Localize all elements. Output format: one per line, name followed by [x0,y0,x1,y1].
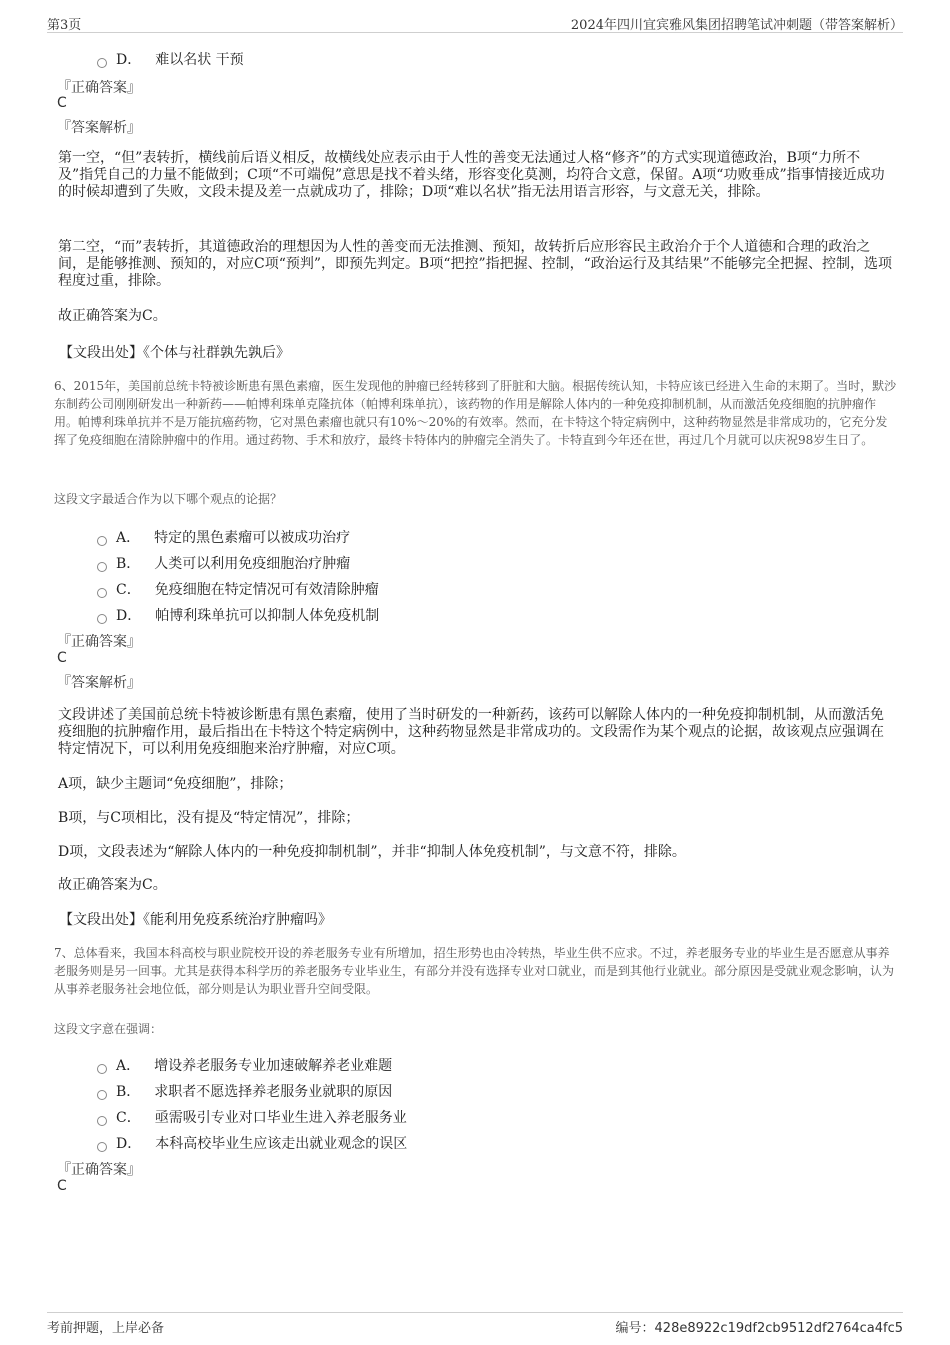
question-prompt: 这段文字意在强调： [54,1022,163,1036]
analysis-paragraph: 第二空，“而”表转折，其道德政治的理想因为人性的善变而无法推测、预知，故转折后应形容民主政治介于个人道德和合理的政治之间，是能够推测、预知的，对应C项“预判”，即预先判定。B项“把控”指把握、控制，“政治运行及其结果”不能够完全把握、控制，选项程度过重，排除。 [58,239,892,289]
question-prompt: 这段文字最适合作为以下哪个观点的论据？ [54,492,283,506]
page-header [47,12,903,33]
q6-option-a[interactable]: A． 特定的黑色素瘤可以被成功治疗 [97,527,350,547]
q6-option-d[interactable]: D． 帕博利珠单抗可以抑制人体免疫机制 [97,605,379,625]
answer-label: 『正确答案』 [57,1162,141,1178]
q5-option-d[interactable]: D． 难以名状 干预 [97,49,244,69]
answer-label: 『正确答案』 [57,634,141,650]
q6-option-c[interactable]: C． 免疫细胞在特定情况可有效清除肿瘤 [97,579,379,599]
answer-value: C [57,95,67,111]
radio-icon[interactable] [97,1064,107,1074]
analysis-conclusion: 故正确答案为C。 [58,308,167,324]
analysis-conclusion: 故正确答案为C。 [58,877,167,893]
question-stem: 7、总体看来，我国本科高校与职业院校开设的养老服务专业有所增加，招生形势也由冷转热，毕业生供不应求。不过，养老服务专业的毕业生是否愿意从事养老服务则是另一回事。尤其是获得本科学历的养老服务专业毕业生，有部分并没有选择专业对口就业，而是到其他行业就业。部分原因是受就业观念影响，认为从事养老服务社会地位低，部分则是认为职业晋升空间受限。 [54,946,895,996]
radio-icon[interactable] [97,1090,107,1100]
q7-option-c[interactable]: C． 亟需吸引专业对口毕业生进入养老服务业 [97,1107,407,1127]
answer-value: C [57,1178,67,1194]
document-code: 编号：428e8922c19df2cb9512df2764ca4fc5 [615,1321,903,1336]
analysis-paragraph: 第一空，“但”表转折，横线前后语义相反，故横线处应表示由于人性的善变无法通过人格“修齐”的方式实现道德政治，B项“力所不及”指凭自己的力量不能做到；C项“不可端倪”意思是找不着头绪，形容变化莫测，均符合文意，保留。A项“功败垂成”指事情接近成功的时候却遭到了失败，文段未提及差一点就成功了，排除；D项“难以名状”指无法用语言形容，与文意无关，排除。 [58,150,885,200]
radio-icon[interactable] [97,1116,107,1126]
q7-option-a[interactable]: A． 增设养老服务专业加速破解养老业难题 [97,1055,392,1075]
analysis-paragraph: B项，与C项相比，没有提及“特定情况”，排除； [58,810,360,826]
analysis-paragraph: 文段讲述了美国前总统卡特被诊断患有黑色素瘤，使用了当时研发的一种新药，该药可以解除人体内的一种免疫抑制机制，从而激活免疫细胞的抗肿瘤作用，最后指出在卡特这个特定病例中，这种药物显然是非常成功的。文段需作为某个观点的论据，故该观点应强调在特定情况下，可以利用免疫细胞来治疗肿瘤，对应C项。 [58,707,884,757]
radio-icon[interactable] [97,562,107,572]
page-footer [47,1312,903,1337]
analysis-label: 『答案解析』 [57,120,141,136]
q6-option-b[interactable]: B． 人类可以利用免疫细胞治疗肿瘤 [97,553,350,573]
answer-value: C [57,650,67,666]
radio-icon[interactable] [97,58,107,68]
analysis-label: 『答案解析』 [57,675,141,691]
answer-label: 『正确答案』 [57,80,141,96]
page-number: 第3页 [47,18,82,33]
question-stem: 6、2015年，美国前总统卡特被诊断患有黑色素瘤，医生发现他的肿瘤已经转移到了肝脏和大脑。根据传统认知，卡特应该已经进入生命的末期了。当时，默沙东制药公司刚刚研发出一种新药——帕博利珠单克隆抗体（帕博利珠单抗），该药物的作用是解除人体内的一种免疫抑制机制，从而激活免疫细胞的抗肿瘤作用。帕博利珠单抗并不是万能抗癌药物，它对黑色素瘤也就只有10%～20%的有效率。然而，在卡特这个特定病例中，这种药物显然是非常成功的，它充分发挥了免疫细胞在清除肿瘤中的作用。通过药物、手术和放疗，最终卡特体内的肿瘤完全消失了。卡特直到今年还在世，再过几个月就可以庆祝98岁生日了。 [54,379,897,447]
analysis-paragraph: A项，缺少主题词“免疫细胞”，排除； [58,776,293,792]
source-citation: 【文段出处】《个体与社群孰先孰后》 [59,345,290,361]
radio-icon[interactable] [97,1142,107,1152]
radio-icon[interactable] [97,536,107,546]
document-title: 2024年四川宜宾雅风集团招聘笔试冲刺题（带答案解析） [570,18,903,33]
footer-slogan: 考前押题，上岸必备 [47,1321,165,1336]
q7-option-b[interactable]: B． 求职者不愿选择养老服务业就职的原因 [97,1081,392,1101]
radio-icon[interactable] [97,588,107,598]
radio-icon[interactable] [97,614,107,624]
q7-option-d[interactable]: D． 本科高校毕业生应该走出就业观念的误区 [97,1133,407,1153]
source-citation: 【文段出处】《能利用免疫系统治疗肿瘤吗》 [59,912,332,928]
analysis-paragraph: D项，文段表述为“解除人体内的一种免疫抑制机制”，并非“抑制人体免疫机制”，与文意不符，排除。 [58,844,686,860]
